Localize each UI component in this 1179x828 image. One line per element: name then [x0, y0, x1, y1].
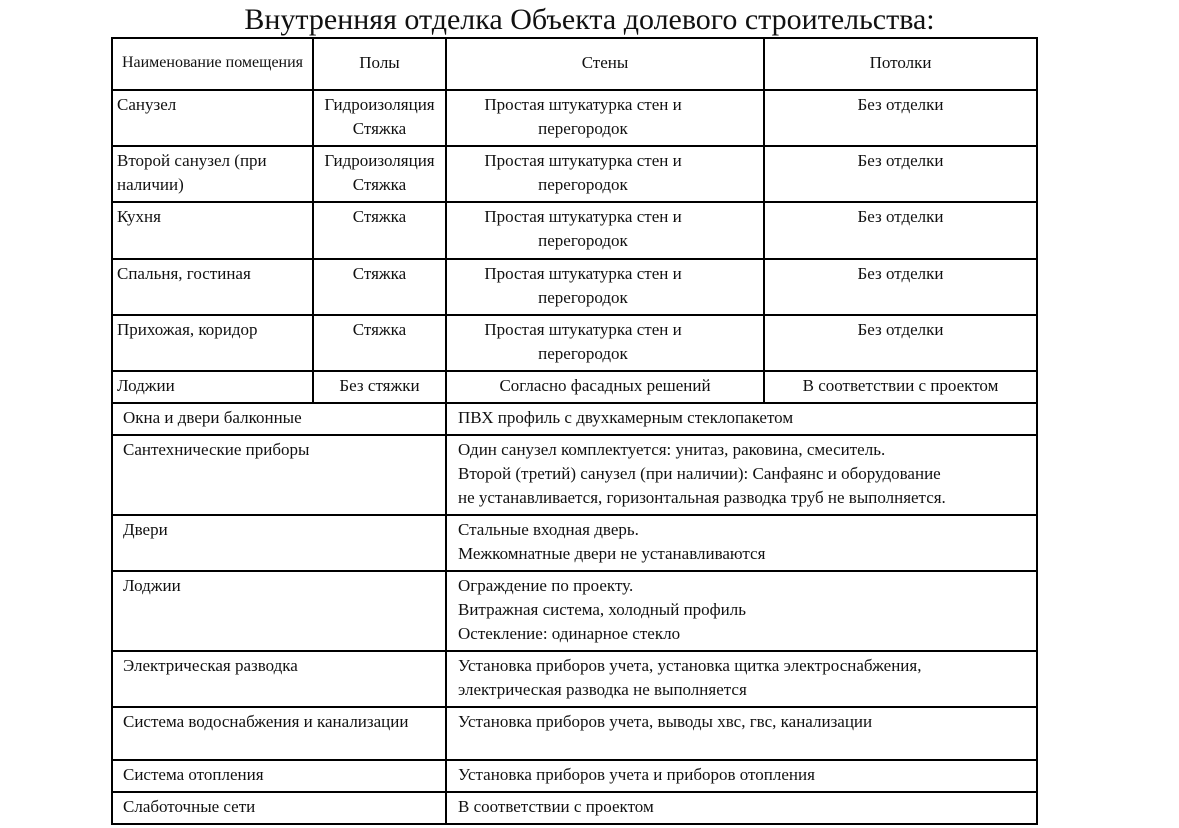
room-ceilings: Без отделки	[764, 146, 1037, 202]
item-description	[446, 571, 1037, 651]
table-row	[112, 571, 1037, 651]
finishing-table	[111, 37, 1038, 825]
header-floors: Полы	[313, 38, 446, 90]
room-name: Спальня, гостиная	[112, 259, 313, 315]
room-name: Прихожая, коридор	[112, 315, 313, 371]
item-name: Двери	[112, 515, 446, 571]
header-walls: Стены	[446, 38, 764, 90]
floor-line: Гидроизоляция	[324, 151, 435, 170]
description-line: Установка приборов учета, установка щитка электроснабжения,	[458, 656, 922, 675]
room-ceilings: Без отделки	[764, 259, 1037, 315]
description-line: Установка приборов учета, выводы хвс, гвс, канализации	[458, 712, 873, 731]
description-line: Один санузел комплектуется: унитаз, раковина, смеситель.	[458, 440, 886, 459]
room-floors	[313, 315, 446, 371]
room-floors	[313, 146, 446, 202]
item-description	[446, 651, 1037, 707]
room-ceilings: Без отделки	[764, 202, 1037, 259]
table-row	[112, 403, 1037, 435]
room-floors	[313, 371, 446, 403]
table-row	[112, 651, 1037, 707]
item-name: Окна и двери балконные	[112, 403, 446, 435]
description-line: электрическая разводка не выполняется	[458, 680, 747, 699]
item-name: Лоджии	[112, 571, 446, 651]
table-row	[112, 515, 1037, 571]
room-floors	[313, 90, 446, 146]
floor-line: Стяжка	[352, 207, 407, 226]
description-line: Стальные входная дверь.	[458, 520, 639, 539]
room-ceilings: В соответствии с проектом	[764, 371, 1037, 403]
description-line: Витражная система, холодный профиль	[458, 600, 747, 619]
item-name: Электрическая разводка	[112, 651, 446, 707]
item-description	[446, 760, 1037, 792]
floor-line: Стяжка	[352, 119, 407, 138]
floor-line: Стяжка	[352, 320, 407, 339]
description-line: не устанавливается, горизонтальная разводка труб не выполняется.	[458, 488, 946, 507]
description-line: ПВХ профиль с двухкамерным стеклопакетом	[458, 408, 794, 427]
item-description	[446, 403, 1037, 435]
item-description	[446, 435, 1037, 515]
table-row	[112, 371, 1037, 403]
room-walls: Простая штукатурка стен и перегородок	[446, 90, 764, 146]
room-walls: Простая штукатурка стен и перегородок	[446, 315, 764, 371]
page-title: Внутренняя отделка Объекта долевого строительства:	[244, 3, 935, 36]
description-line: Установка приборов учета и приборов отопления	[458, 765, 815, 784]
item-name: Слаботочные сети	[112, 792, 446, 824]
floor-line: Без стяжки	[339, 376, 420, 395]
room-name: Лоджии	[112, 371, 313, 403]
room-walls: Согласно фасадных решений	[446, 371, 764, 403]
table-row	[112, 259, 1037, 315]
item-name: Сантехнические приборы	[112, 435, 446, 515]
item-name: Система водоснабжения и канализации	[112, 707, 446, 760]
room-walls: Простая штукатурка стен и перегородок	[446, 259, 764, 315]
item-description	[446, 515, 1037, 571]
room-ceilings: Без отделки	[764, 315, 1037, 371]
table-row	[112, 202, 1037, 259]
description-line: Остекление: одинарное стекло	[458, 624, 681, 643]
room-ceilings: Без отделки	[764, 90, 1037, 146]
table-row	[112, 760, 1037, 792]
description-line: Второй (третий) санузел (при наличии): Санфаянс и оборудование	[458, 464, 941, 483]
room-name: Кухня	[112, 202, 313, 259]
floor-line: Стяжка	[352, 175, 407, 194]
item-description	[446, 792, 1037, 824]
table-row	[112, 90, 1037, 146]
item-name: Система отопления	[112, 760, 446, 792]
table-row	[112, 792, 1037, 824]
header-ceilings: Потолки	[764, 38, 1037, 90]
header-room: Наименование помещения	[112, 38, 313, 90]
table-row	[112, 435, 1037, 515]
table-row	[112, 146, 1037, 202]
item-description	[446, 707, 1037, 760]
description-line: В соответствии с проектом	[458, 797, 654, 816]
room-walls: Простая штукатурка стен и перегородок	[446, 146, 764, 202]
table-header-row	[112, 38, 1037, 90]
room-walls: Простая штукатурка стен и перегородок	[446, 202, 764, 259]
room-floors	[313, 259, 446, 315]
description-line: Межкомнатные двери не устанавливаются	[458, 544, 766, 563]
floor-line: Стяжка	[352, 264, 407, 283]
floor-line: Гидроизоляция	[324, 95, 435, 114]
table-row	[112, 315, 1037, 371]
room-name: Санузел	[112, 90, 313, 146]
description-line: Ограждение по проекту.	[458, 576, 634, 595]
room-name: Второй санузел (при наличии)	[112, 146, 313, 202]
table-row	[112, 707, 1037, 760]
room-floors	[313, 202, 446, 259]
